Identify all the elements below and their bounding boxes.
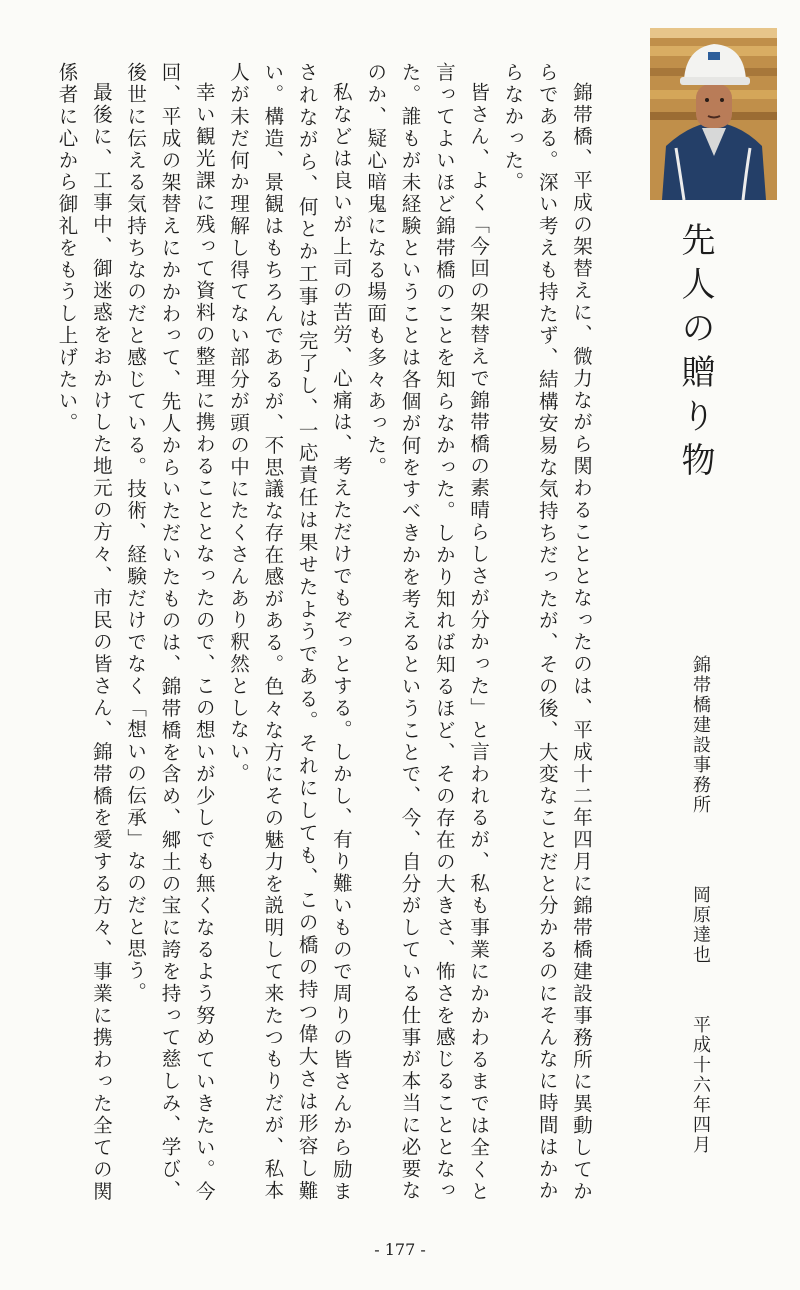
author-photo-image: [650, 28, 777, 200]
publication-date: 平成十六年四月: [690, 1015, 711, 1155]
page-number: - 177 -: [374, 1240, 426, 1259]
author-name: 岡原達也: [690, 885, 711, 965]
office-name: 錦帯橋建設事務所: [690, 655, 711, 815]
paragraph-4: 幸い観光課に残って資料の整理に携わることとなったので、この想いが少しでも無くなるよう努めていきたい。今回、平成の架替えにかかわって、先人からいただいたものは、錦帯橋を含め、郷土の宝に誇を持って慈しみ、学び、後世に伝える気持ちなのだと感じている。技術、経験だけでなく「想いの伝承」なのだと思う。: [124, 62, 216, 1202]
paragraph-3: 私などは良いが上司の苦労、心痛は、考えただけでもぞっとする。しかし、有り難いもので周りの皆さんから励まされながら、何とか工事は完了し、一応責任は果せたようである。それにしても、この橋の持つ偉大さは形容し難い。構造、景観はもちろんであるが、不思議な存在感がある。色々な方にその魅力を説明して来たつもりだが、私本人が未だ何か理解し得てない部分が頭の中にたくさんあり釈然としない。: [227, 62, 353, 1202]
paragraph-5: 最後に、工事中、御迷惑をおかけした地元の方々、市民の皆さん、錦帯橋を愛する方々、事業に携わった全ての関係者に心から御礼をもうし上げたい。: [55, 62, 113, 1202]
paragraph-1: 錦帯橋、平成の架替えに、微力ながら関わることとなったのは、平成十二年四月に錦帯橋建設事務所に異動してからである。深い考えも持たず、結構安易な気持ちだったが、その後、大変なことだと分かるのにそんなに時間はかからなかった。: [501, 62, 593, 1202]
author-photo: [650, 28, 777, 200]
paragraph-2: 皆さん、よく「今回の架替えで錦帯橋の素晴らしさが分かった」と言われるが、私も事業にかかわるまでは全くと言ってよいほど錦帯橋のことを知らなかった。しかり知れば知るほど、その存在の大きさ、怖さを感じることとなった。誰もが未経験ということは各個が何をすべきかを考えるということで、今、自分がしている仕事が本当に必要なのか、疑心暗鬼になる場面も多々あった。: [364, 62, 491, 1202]
article-title: 先人の贈り物: [675, 222, 715, 486]
article-body: [38, 62, 598, 1202]
